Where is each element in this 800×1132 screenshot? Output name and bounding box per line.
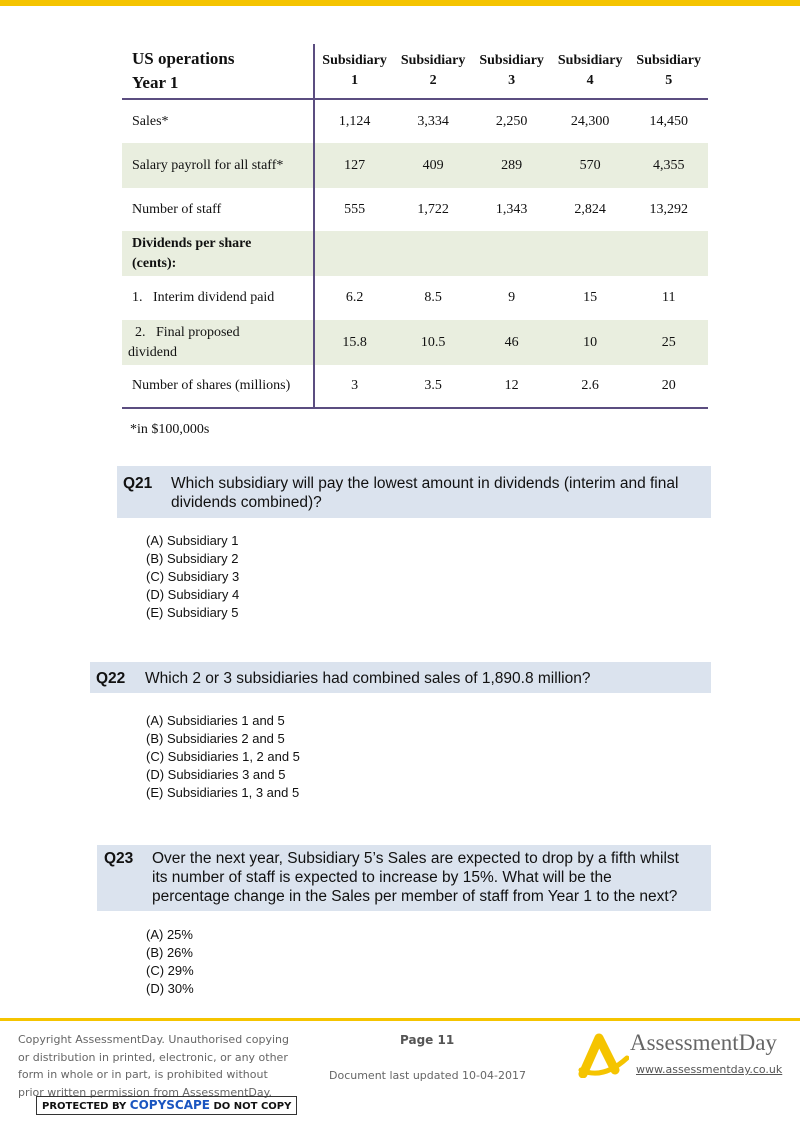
cell-value: 4,355 xyxy=(629,143,708,188)
question-number: Q22 xyxy=(96,670,126,687)
website-link[interactable]: www.assessmentday.co.uk xyxy=(636,1063,783,1076)
table-footnote: *in $100,000s xyxy=(130,422,210,437)
answer-option[interactable]: (C) Subsidiaries 1, 2 and 5 xyxy=(146,749,300,764)
cell-value: 3.5 xyxy=(394,365,473,408)
answer-option[interactable]: (A) Subsidiaries 1 and 5 xyxy=(146,713,285,728)
label-line: dividend xyxy=(128,344,177,360)
cell-value: 2.6 xyxy=(551,365,630,408)
cell-value: 10 xyxy=(551,320,630,365)
cell-value: 555 xyxy=(344,201,366,217)
cell-value: 1,124 xyxy=(338,113,371,129)
header-number: 1 xyxy=(351,73,359,88)
corner-line-2: Year 1 xyxy=(132,73,179,92)
table-row-final-dividend xyxy=(122,320,708,365)
answer-option[interactable]: (C) Subsidiary 3 xyxy=(146,569,240,584)
copyright-line: Copyright AssessmentDay. Unauthorised copying xyxy=(18,1033,289,1046)
table-row-dividends-heading xyxy=(122,231,708,276)
cell-empty xyxy=(314,231,394,276)
cell-empty xyxy=(472,231,551,276)
footer-accent-line xyxy=(0,1018,800,1021)
cell-value: 6.2 xyxy=(345,290,364,305)
question-text-line: Over the next year, Subsidiary 5’s Sales are expected to drop by a fifth whilst xyxy=(152,850,679,867)
cell-value: 3,334 xyxy=(417,113,449,129)
table-row-sales xyxy=(122,99,708,143)
question-text-line: Which 2 or 3 subsidiaries had combined sales of 1,890.8 million? xyxy=(145,670,591,687)
table-row-number-of-staff xyxy=(122,188,708,231)
answer-option[interactable]: (A) Subsidiary 1 xyxy=(146,533,239,548)
answer-option[interactable]: (B) 26% xyxy=(146,945,193,960)
answer-option[interactable]: (D) Subsidiary 4 xyxy=(146,587,240,602)
table-row-number-of-shares xyxy=(122,365,708,408)
answer-option[interactable]: (A) 25% xyxy=(146,927,193,942)
answer-option[interactable]: (E) Subsidiary 5 xyxy=(146,605,239,620)
cell-value: 46 xyxy=(472,320,551,365)
question-text xyxy=(145,669,705,688)
top-accent-bar xyxy=(0,0,800,6)
header-subsidiary-2 xyxy=(394,44,473,99)
question-text-line: its number of staff is expected to increase by 15%. What will be the xyxy=(152,869,612,886)
header-text: Subsidiary xyxy=(557,53,623,68)
cell-value: 20 xyxy=(629,365,708,408)
question-number: Q23 xyxy=(104,850,134,867)
question-box-q21 xyxy=(117,466,711,518)
cell-value: 15.8 xyxy=(314,320,394,365)
cell-value: 24,300 xyxy=(570,113,610,129)
question-box-q22 xyxy=(90,662,711,693)
badge-suffix: DO NOT COPY xyxy=(213,1101,292,1112)
cell-value: 10.5 xyxy=(394,320,473,365)
question-text xyxy=(171,474,707,512)
cell-empty xyxy=(394,231,473,276)
header-subsidiary-4 xyxy=(551,44,630,99)
cell-value: 8.5 xyxy=(424,290,442,305)
logo-wordmark: AssessmentDay xyxy=(630,1030,777,1055)
answer-option[interactable]: (C) 29% xyxy=(146,963,194,978)
question-text-line: Which subsidiary will pay the lowest amount in dividends (interim and final xyxy=(171,475,679,492)
header-number: 4 xyxy=(586,73,594,88)
answer-option[interactable]: (E) Subsidiaries 1, 3 and 5 xyxy=(146,785,300,800)
header-number: 3 xyxy=(508,73,516,88)
copyright-line: or distribution in printed, electronic, or any other xyxy=(18,1050,288,1064)
cell-empty xyxy=(551,231,630,276)
cell-value: 13,292 xyxy=(649,201,688,217)
header-text: Subsidiary xyxy=(322,53,387,68)
badge-prefix: PROTECTED BY xyxy=(42,1101,127,1112)
cell-value: 409 xyxy=(394,143,473,188)
cell-value: 570 xyxy=(551,143,630,188)
copyright-line: form in whole or in part, is prohibited without xyxy=(18,1068,268,1081)
copyscape-badge[interactable] xyxy=(36,1096,297,1115)
copyright-notice xyxy=(18,1031,303,1101)
label-line: Dividends per share xyxy=(132,235,252,251)
cell-empty xyxy=(629,231,708,276)
header-text: Subsidiary xyxy=(400,53,466,68)
answer-option[interactable]: (D) 30% xyxy=(146,981,194,996)
table-row-interim-dividend xyxy=(122,276,708,320)
question-text-line: dividends combined)? xyxy=(171,494,322,511)
question-number: Q21 xyxy=(123,475,153,492)
page-number: Page 11 xyxy=(400,1033,455,1047)
answer-options-q23 xyxy=(146,926,194,998)
row-label xyxy=(122,320,314,365)
cell-value: 127 xyxy=(314,143,394,188)
answer-option[interactable]: (B) Subsidiaries 2 and 5 xyxy=(146,731,285,746)
answer-options-q21 xyxy=(146,532,239,622)
answer-option[interactable]: (B) Subsidiary 2 xyxy=(146,551,239,566)
cell-value: 25 xyxy=(629,320,708,365)
us-operations-table xyxy=(122,44,708,409)
question-text-line: percentage change in the Sales per member of staff from Year 1 to the next? xyxy=(152,888,678,905)
cell-value: 15 xyxy=(583,290,598,305)
row-label xyxy=(122,231,314,276)
cell-value: 2,824 xyxy=(574,201,606,217)
question-text xyxy=(152,849,708,906)
row-label: Sales* xyxy=(122,99,314,143)
answer-option[interactable]: (D) Subsidiaries 3 and 5 xyxy=(146,767,286,782)
cell-value: 1,722 xyxy=(417,201,449,217)
label-line: (cents): xyxy=(132,255,177,271)
badge-brand: COPYSCAPE xyxy=(129,1098,210,1112)
assessmentday-logo-icon xyxy=(577,1030,629,1078)
cell-value: 1,343 xyxy=(495,201,528,217)
cell-value: 12 xyxy=(472,365,551,408)
cell-value: 289 xyxy=(472,143,551,188)
header-text: Subsidiary xyxy=(636,53,702,68)
row-label: Number of shares (millions) xyxy=(122,365,314,408)
cell-value: 3 xyxy=(314,365,394,408)
row-label: Salary payroll for all staff* xyxy=(122,143,314,188)
table-row-salary-payroll xyxy=(122,143,708,188)
header-subsidiary-3 xyxy=(472,44,551,99)
header-number: 5 xyxy=(665,73,673,88)
row-label: Number of staff xyxy=(122,188,314,231)
row-label: 1. Interim dividend paid xyxy=(122,276,314,320)
header-number: 2 xyxy=(429,73,437,88)
cell-value: 14,450 xyxy=(649,113,688,129)
answer-options-q22 xyxy=(146,712,300,802)
corner-line-1: US operations xyxy=(132,49,235,68)
cell-value: 2,250 xyxy=(495,113,528,129)
label-line: 2. Final proposed xyxy=(128,324,240,340)
header-text: Subsidiary xyxy=(479,53,544,68)
table-corner-title xyxy=(122,44,314,99)
cell-value: 9 xyxy=(508,290,516,305)
question-box-q23 xyxy=(97,845,711,911)
last-updated: Document last updated 10-04-2017 xyxy=(329,1069,526,1082)
header-subsidiary-5 xyxy=(629,44,708,99)
copyright-line: prior written permission from AssessmentDay. xyxy=(18,1085,273,1099)
header-subsidiary-1 xyxy=(314,44,394,99)
cell-value: 11 xyxy=(661,290,676,305)
